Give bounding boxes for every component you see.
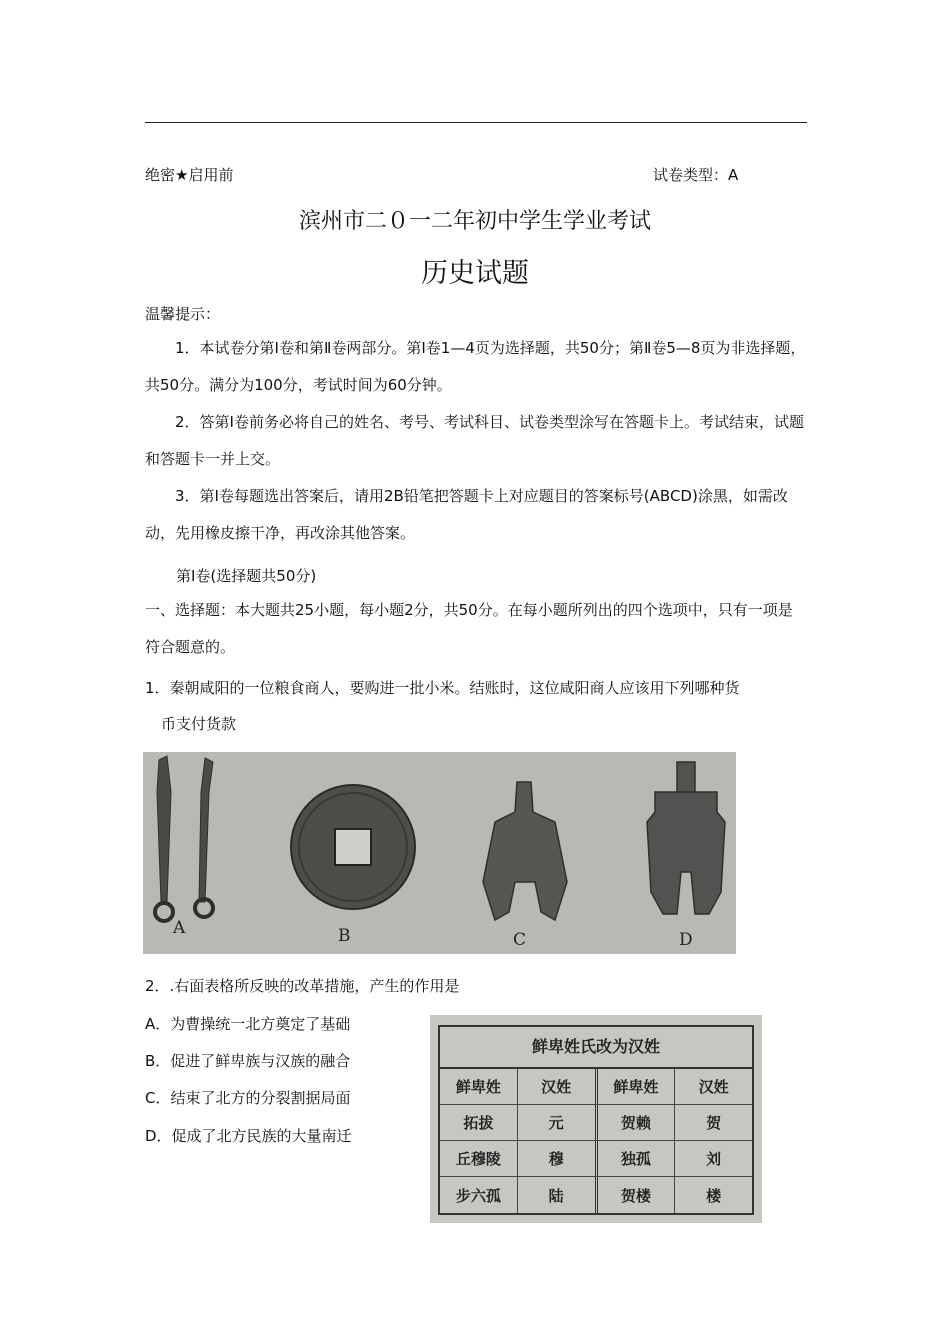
notice-item-3: 3．第Ⅰ卷每题选出答案后，请用2B铅笔把答题卡上对应题目的答案标号(ABCD)涂黑，如需改动，先用橡皮擦干净，再改涂其他答案。 <box>145 487 788 542</box>
q1-stem-line1: 1．秦朝咸阳的一位粮食商人，要购进一批小米。结账时，这位咸阳商人应该用下列哪种货 <box>145 679 740 697</box>
q2-option-c: C．结束了北方的分裂割据局面 <box>145 1089 351 1107</box>
banliang-coin-icon <box>291 785 415 909</box>
knife-coin-icon <box>155 756 213 921</box>
table-cell: 贺 <box>706 1114 722 1132</box>
table-row <box>440 1177 752 1213</box>
exam-title: 滨州市二０一二年初中学生学业考试 <box>298 209 651 234</box>
ancient-coins-image <box>143 752 736 954</box>
spade-coin-icon <box>483 782 567 920</box>
table-cell: 穆 <box>518 1141 598 1176</box>
coin-label-a: A <box>173 918 186 938</box>
table-header-cell: 鲜卑姓 <box>598 1069 676 1104</box>
table-cell: 刘 <box>706 1150 722 1168</box>
table-cell: 楼 <box>706 1186 722 1205</box>
table-header-row <box>440 1069 752 1105</box>
table-cell: 元 <box>518 1105 598 1140</box>
section-title: 第Ⅰ卷(选择题共50分) <box>176 567 317 585</box>
secret-label: 绝密★启用前 <box>145 166 234 184</box>
q2-option-b: B．促进了鲜卑族与汉族的融合 <box>145 1052 351 1070</box>
bu-coin-icon <box>647 762 725 914</box>
table-caption: 鲜卑姓氏改为汉姓 <box>440 1027 752 1069</box>
table-header-cell: 鲜卑姓 <box>440 1069 518 1104</box>
surname-table <box>438 1025 754 1215</box>
subject-title: 历史试题 <box>421 258 529 289</box>
coin-label-b: B <box>338 926 351 946</box>
table-cell: 拓拔 <box>440 1105 518 1140</box>
coin-label-d: D <box>679 930 693 950</box>
top-rule <box>145 122 807 123</box>
coins-illustration <box>143 752 736 954</box>
notice-item-1: 1．本试卷分第Ⅰ卷和第Ⅱ卷两部分。第Ⅰ卷1—4页为选择题，共50分；第Ⅱ卷5—8页为非选择题，共50分。满分为100分，考试时间为60分钟。 <box>145 339 806 394</box>
table-cell: 独孤 <box>598 1141 676 1176</box>
notice-heading: 温馨提示： <box>145 305 221 323</box>
table-header-cell: 汉姓 <box>518 1069 598 1104</box>
q2-option-a: A．为曹操统一北方奠定了基础 <box>145 1015 351 1033</box>
table-cell: 陆 <box>518 1177 598 1213</box>
coin-label-c: C <box>513 930 527 950</box>
table-cell: 贺楼 <box>598 1177 676 1213</box>
table-cell: 步六孤 <box>440 1177 518 1213</box>
surname-table-image <box>430 1015 762 1223</box>
q2-stem: 2．.右面表格所反映的改革措施，产生的作用是 <box>145 977 460 995</box>
part-intro: 一、选择题：本大题共25小题，每小题2分，共50分。在每小题所列出的四个选项中，只有一项是符合题意的。 <box>145 601 793 656</box>
table-cell: 丘穆陵 <box>440 1141 518 1176</box>
q1-stem-line2: 币支付货款 <box>161 715 237 733</box>
paper-type: 试卷类型：A <box>653 166 739 184</box>
notice-item-2: 2．答第Ⅰ卷前务必将自己的姓名、考号、考试科目、试卷类型涂写在答题卡上。考试结束，试题和答题卡一并上交。 <box>145 413 804 468</box>
table-cell: 贺赖 <box>598 1105 676 1140</box>
table-header-cell: 汉姓 <box>698 1078 729 1096</box>
table-row <box>440 1141 752 1177</box>
table-row <box>440 1105 752 1141</box>
q2-option-d: D．促成了北方民族的大量南迁 <box>145 1127 352 1145</box>
